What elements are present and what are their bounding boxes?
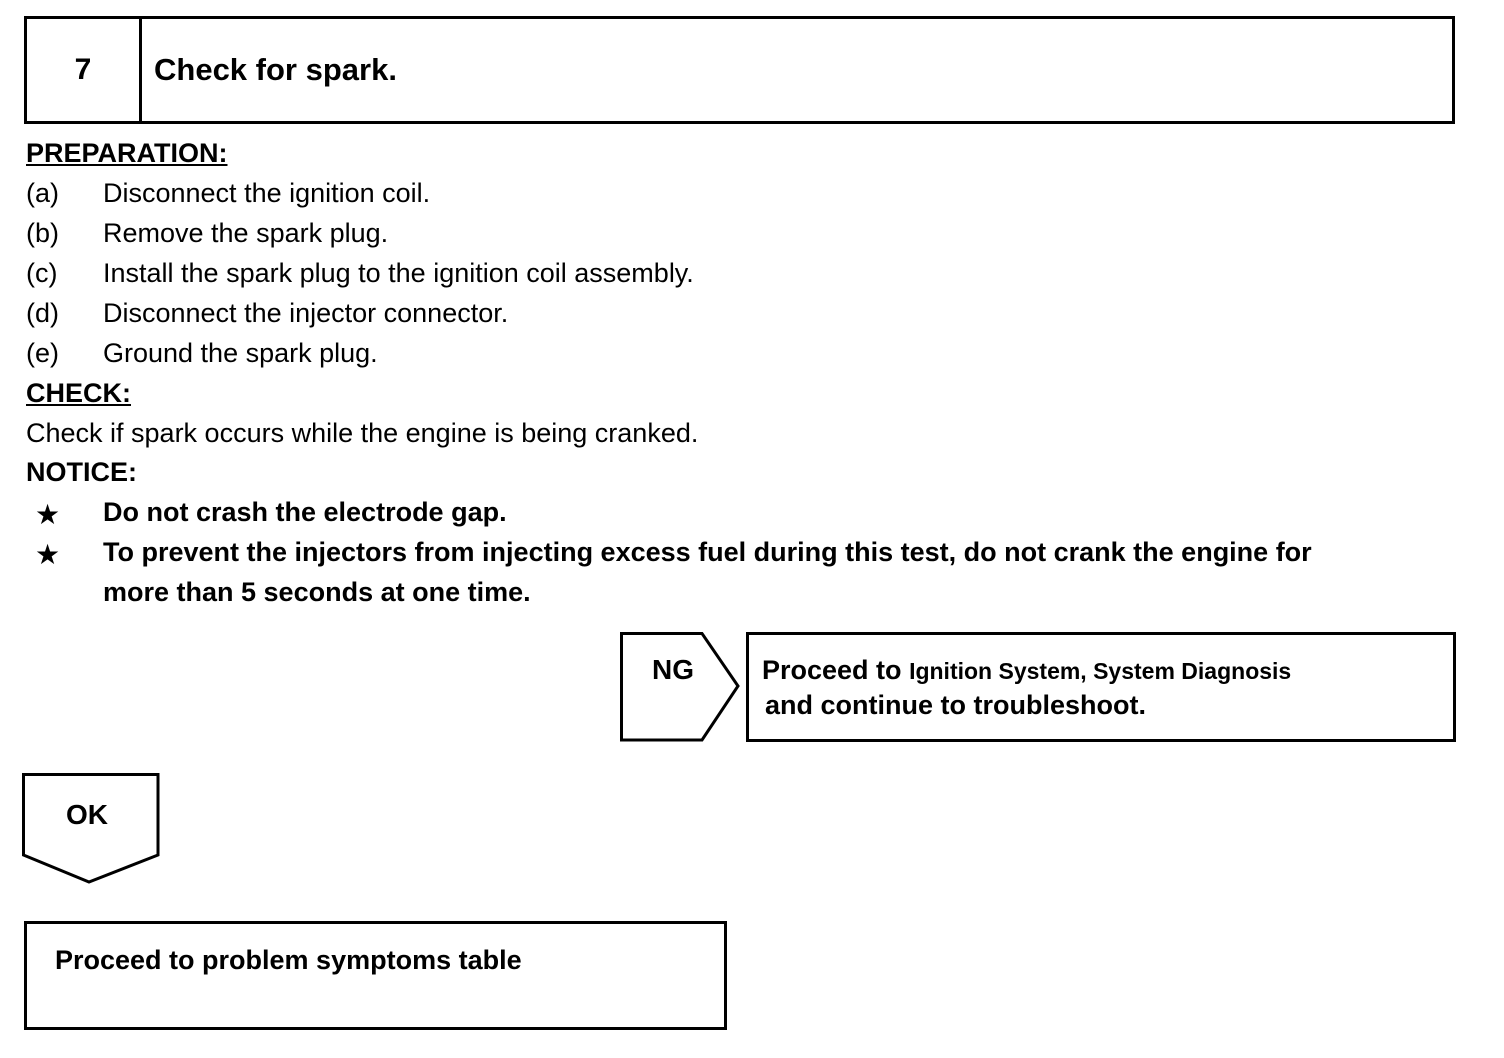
ok-result-box [24,921,727,1030]
check-text: Check if spark occurs while the engine is being cranked. [26,418,699,448]
ng-arrow-shape [620,632,742,742]
prep-marker-a: (a) [26,178,59,208]
check-heading: CHECK: [26,378,131,408]
prep-text-a: Disconnect the ignition coil. [103,178,431,208]
notice-heading: NOTICE: [26,457,137,487]
star-icon: ★ [35,499,61,530]
ng-result-line-2 [765,690,1146,721]
ok-label: OK [66,799,108,830]
step-number: 7 [27,19,142,121]
prep-marker-e: (e) [26,338,59,368]
ng-label: NG [652,654,694,685]
notice-item-1: Do not crash the electrode gap. [103,497,507,527]
prep-marker-d: (d) [26,298,59,328]
ok-result-text: Proceed to problem symptoms table [55,945,522,975]
notice-item-2-line-1: To prevent the injectors from injecting excess fuel during this test, do not crank the engine for [103,537,1312,567]
ok-arrow [22,773,162,885]
ng-continue-suffix: troubleshoot. [973,690,1146,720]
ng-continue-prefix: and continue to [765,690,974,720]
prep-text-d: Disconnect the injector connector. [103,298,509,328]
star-icon: ★ [35,539,61,570]
prep-text-c: Install the spark plug to the ignition coil assembly. [103,258,694,288]
prep-text-e: Ground the spark plug. [103,338,378,368]
prep-text-b: Remove the spark plug. [103,218,389,248]
preparation-heading: PREPARATION: [26,138,228,168]
ng-result-box [746,632,1456,742]
step-header [24,16,1455,124]
step-title: Check for spark. [154,52,397,87]
prep-marker-c: (c) [26,258,58,288]
notice-item-2-line-2: more than 5 seconds at one time. [103,577,531,607]
ng-proceed-prefix: Proceed to [762,655,902,685]
prep-marker-b: (b) [26,218,59,248]
ng-result-line-1 [762,655,1291,686]
ng-arrow [620,632,742,742]
ng-proceed-target: Ignition System, System Diagnosis [909,658,1292,684]
